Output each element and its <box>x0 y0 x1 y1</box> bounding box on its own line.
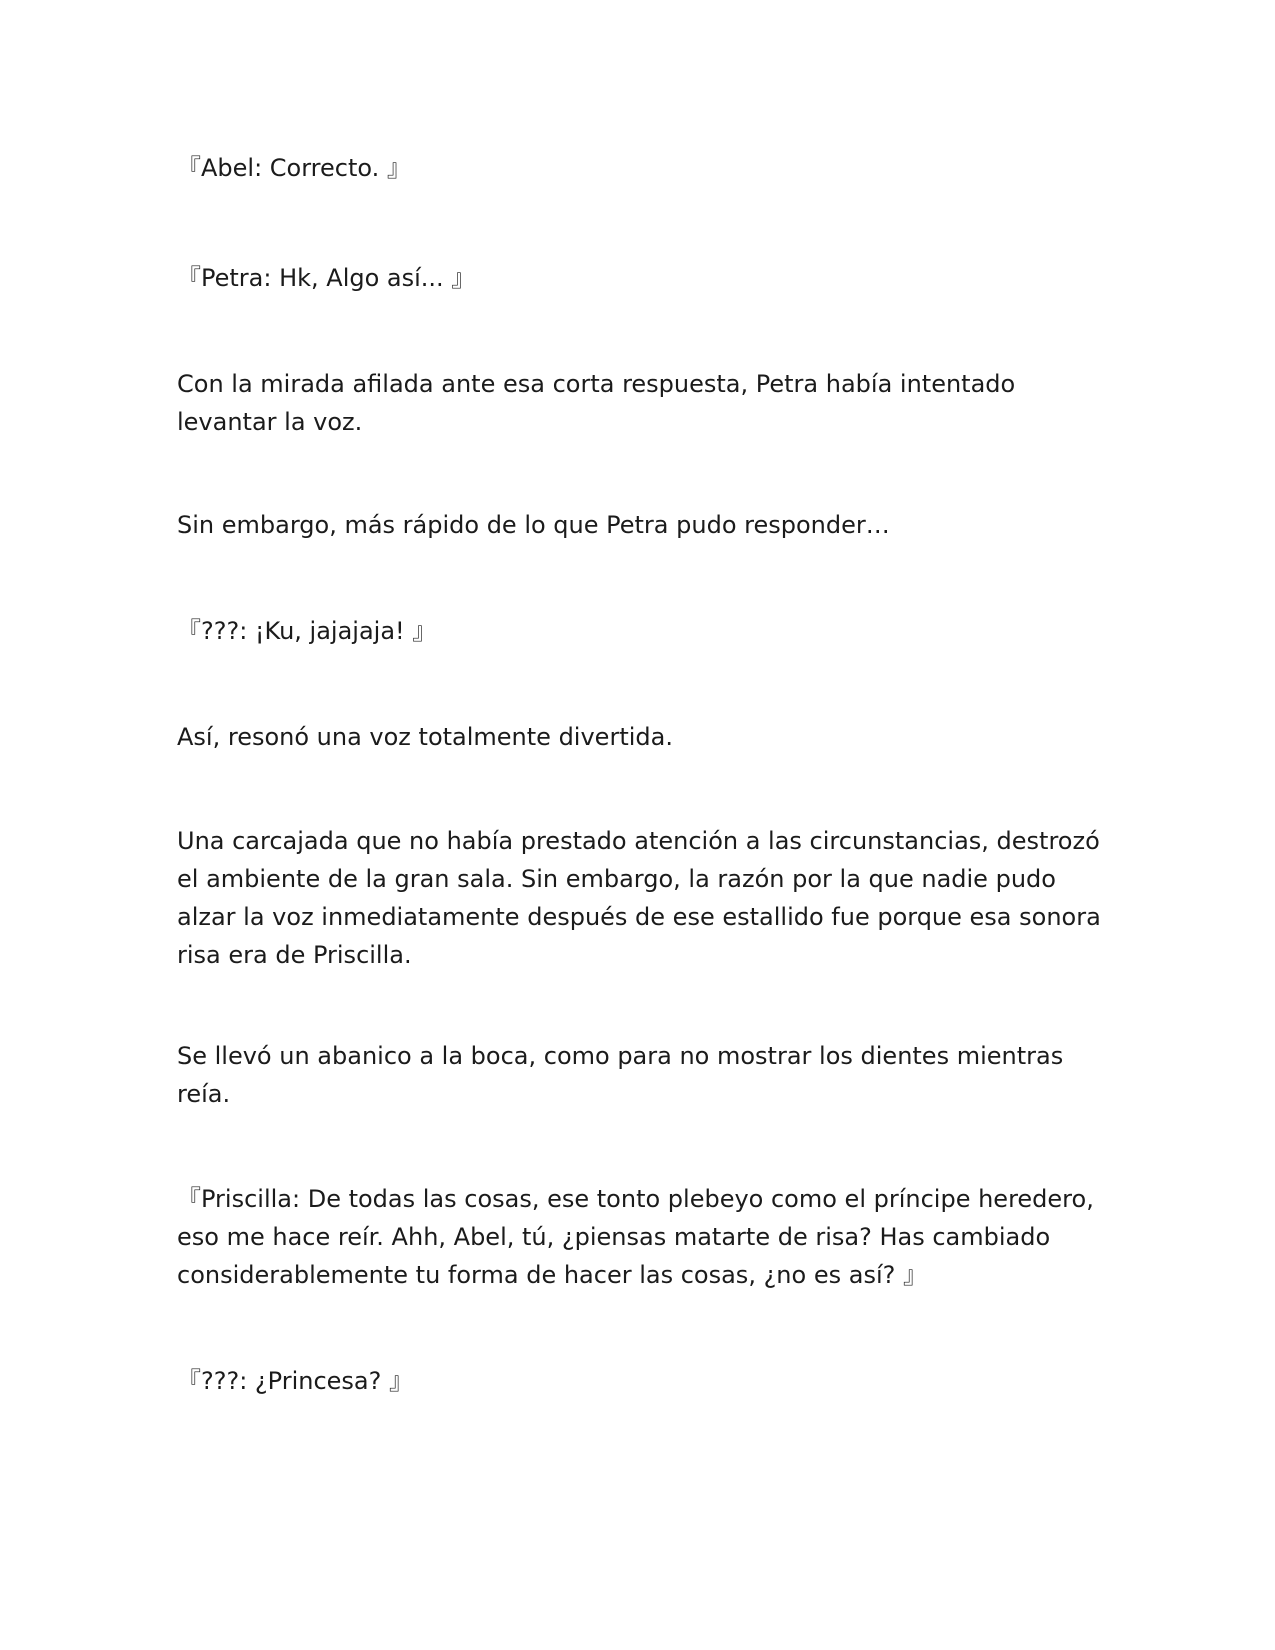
dialogue-petra: 『Petra: Hk, Algo así... 』 <box>177 264 476 292</box>
narration-paragraph: Así, resonó una voz totalmente divertida. <box>177 723 673 751</box>
narration-paragraph: Sin embargo, más rápido de lo que Petra pudo responder… <box>177 511 890 539</box>
narration-paragraph: Una carcajada que no había prestado atención a las circunstancias, destrozó el ambiente de la gran sala. Sin embargo, la razón por la que nadie pudo alzar la voz inmediatamente después de ese estallido fue porque esa sonora risa era de Priscilla. <box>177 827 1101 969</box>
dialogue-unknown: 『???: ¡Ku, jajajaja! 』 <box>177 617 437 645</box>
dialogue-unknown: 『???: ¿Princesa? 』 <box>177 1367 414 1395</box>
narration-paragraph: Con la mirada afilada ante esa corta respuesta, Petra había intentado levantar la voz. <box>177 370 1016 436</box>
dialogue-abel: 『Abel: Correcto. 』 <box>177 154 411 182</box>
dialogue-priscilla: 『Priscilla: De todas las cosas, ese tonto plebeyo como el príncipe heredero, eso me hace reír. Ahh, Abel, tú, ¿piensas matarte de risa? Has cambiado considerablemente tu forma de hacer las cosas, ¿no es así? 』 <box>177 1185 1094 1289</box>
narration-paragraph: Se llevó un abanico a la boca, como para no mostrar los dientes mientras reía. <box>177 1042 1064 1108</box>
